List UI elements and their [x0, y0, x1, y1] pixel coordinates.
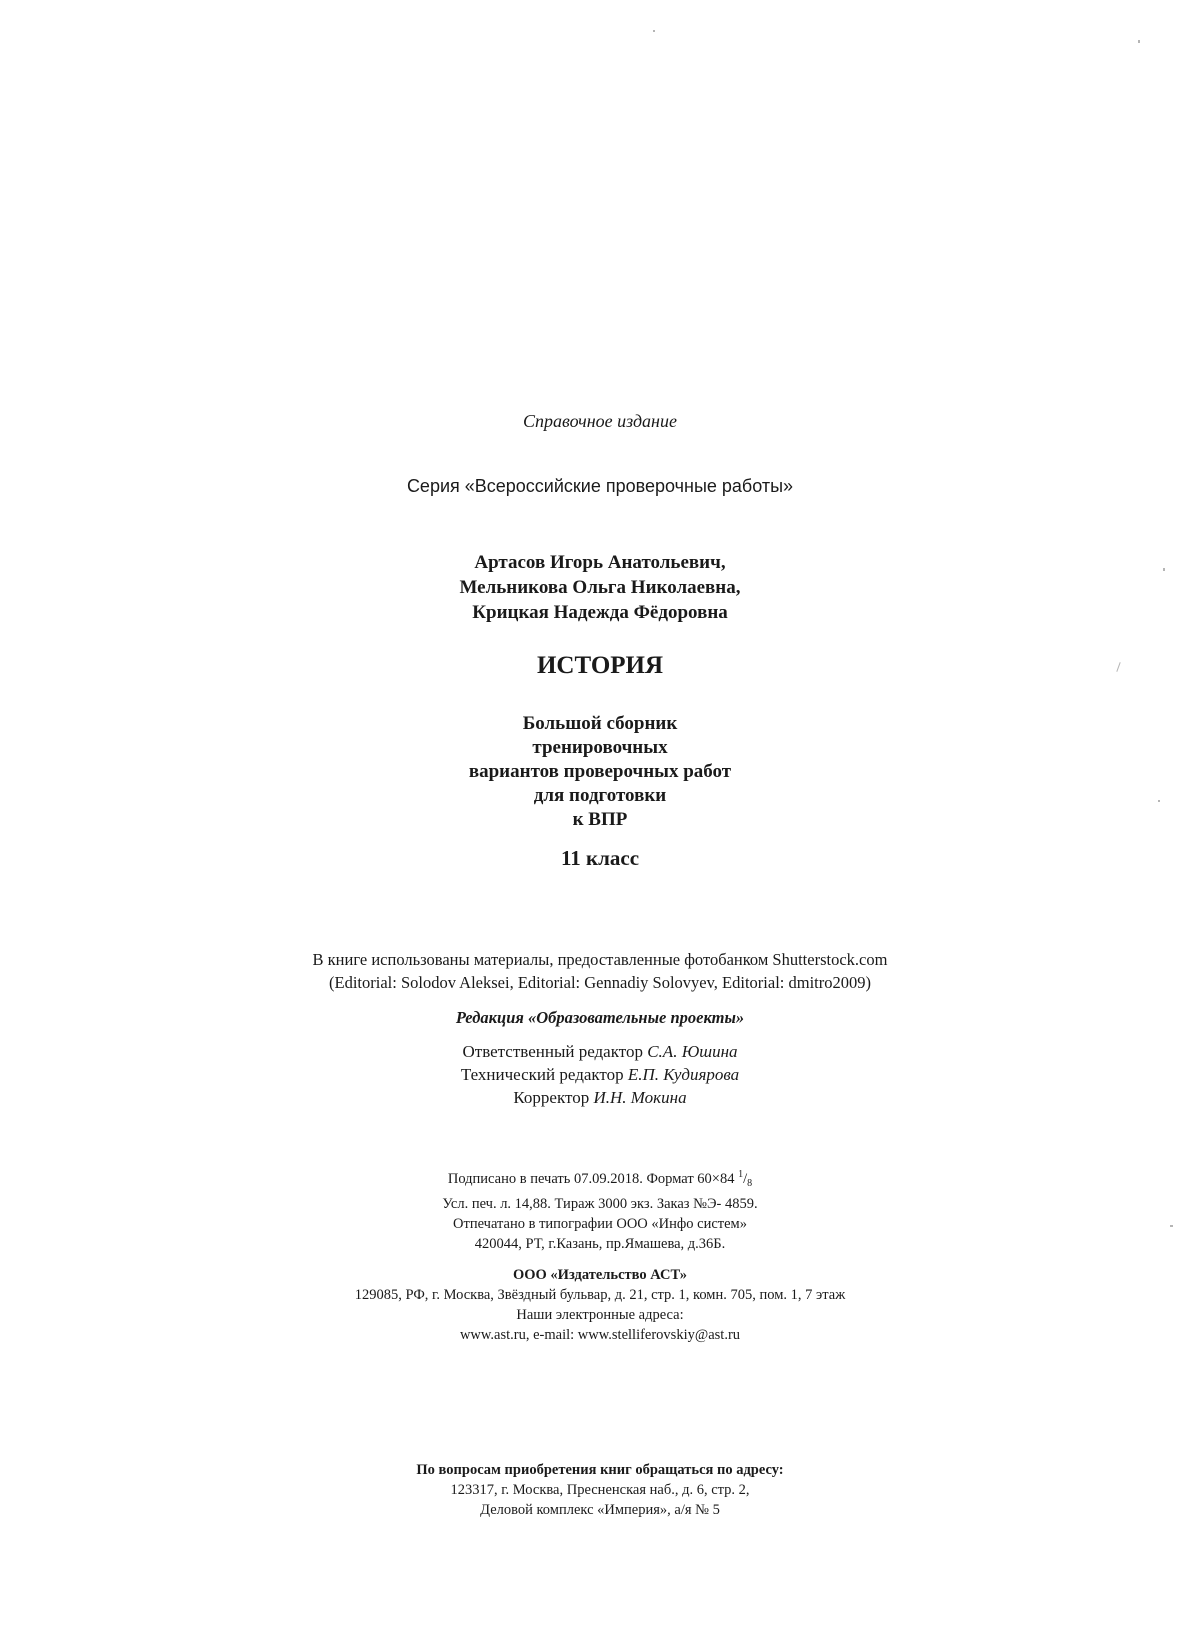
- book-subtitle: [0, 712, 1200, 832]
- print-format-line: [0, 1165, 1200, 1194]
- staff-name: И.Н. Мокина: [593, 1088, 687, 1107]
- subtitle-line: к ВПР: [572, 809, 628, 830]
- staff-name: С.А. Юшина: [647, 1042, 738, 1061]
- staff-role: Ответственный редактор: [462, 1042, 648, 1061]
- staff-role: Корректор: [513, 1088, 594, 1107]
- scan-speck: [1163, 568, 1165, 571]
- author-line: Крицкая Надежда Фёдоровна: [472, 602, 728, 623]
- publisher-info: [0, 1265, 1200, 1345]
- staff-row: [0, 1040, 1200, 1063]
- printer-address-line: 420044, РТ, г.Казань, пр.Ямашева, д.36Б.: [474, 1236, 726, 1252]
- subtitle-line: для подготовки: [533, 785, 667, 806]
- format-denominator: 8: [747, 1178, 753, 1189]
- purchase-title: По вопросам приобретения книг обращаться по адресу:: [416, 1462, 784, 1478]
- printer-name-line: Отпечатано в типографии ООО «Инфо систем»: [453, 1216, 747, 1232]
- format-slash: /: [743, 1171, 748, 1187]
- subtitle-line: вариантов проверочных работ: [468, 761, 732, 782]
- author-line: Мельникова Ольга Николаевна,: [459, 577, 741, 598]
- photo-credits: [0, 948, 1200, 994]
- purchase-address-line: 123317, г. Москва, Пресненская наб., д. 6, стр. 2,: [450, 1482, 750, 1498]
- scan-speck: [1158, 800, 1160, 802]
- publisher-address: 129085, РФ, г. Москва, Звёздный бульвар, д. 21, стр. 1, комн. 705, пом. 1, 7 этаж: [354, 1287, 846, 1303]
- staff-role: Технический редактор: [460, 1065, 628, 1084]
- purchase-address-line: Деловой комплекс «Империя», а/я № 5: [480, 1502, 720, 1518]
- grade-label: 11 класс: [560, 846, 640, 870]
- publisher-emails: www.ast.ru, e-mail: www.stelliferovskiy@ast.ru: [459, 1327, 741, 1343]
- purchase-info: [0, 1460, 1200, 1520]
- publisher-email-label: Наши электронные адреса:: [516, 1307, 684, 1323]
- editorial-office: Редакция «Образовательные проекты»: [455, 1008, 745, 1027]
- credits-line: В книге использованы материалы, предоставленные фотобанком Shutterstock.com: [312, 950, 888, 969]
- format-numerator: 1: [738, 1169, 744, 1180]
- authors-block: [0, 550, 1200, 625]
- book-subject-title: ИСТОРИЯ: [536, 652, 664, 679]
- series-title: Серия «Всероссийские проверочные работы»: [406, 476, 794, 496]
- print-run-line: Усл. печ. л. 14,88. Тираж 3000 экз. Заказ №Э- 4859.: [442, 1196, 758, 1212]
- editorial-staff: [0, 1040, 1200, 1109]
- subtitle-line: тренировочных: [532, 737, 668, 758]
- staff-name: Е.П. Кудиярова: [627, 1065, 740, 1084]
- author-line: Артасов Игорь Анатольевич,: [474, 552, 726, 573]
- credits-line: (Editorial: Solodov Aleksei, Editorial: Gennadiy Solovyev, Editorial: dmitro2009): [329, 973, 871, 992]
- publisher-name: ООО «Издательство АСТ»: [512, 1267, 688, 1283]
- subtitle-line: Большой сборник: [522, 713, 678, 734]
- staff-row: [0, 1063, 1200, 1086]
- print-signed-text: Подписано в печать 07.09.2018. Формат 60×84: [447, 1171, 739, 1187]
- printing-details: [0, 1165, 1200, 1254]
- staff-row: [0, 1086, 1200, 1109]
- reference-edition-label: Справочное издание: [523, 411, 677, 431]
- scan-speck: [1170, 1225, 1173, 1227]
- scan-speck: [1138, 40, 1140, 43]
- scan-speck: [653, 30, 655, 32]
